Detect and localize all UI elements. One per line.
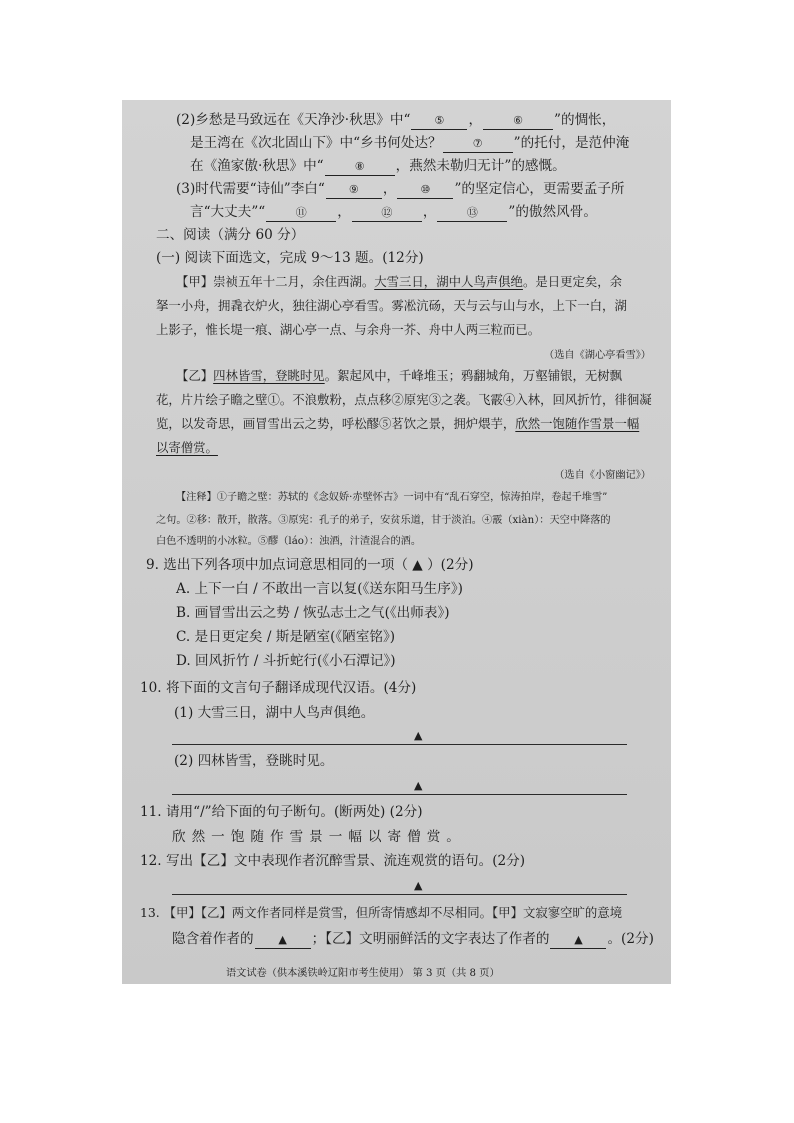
jia-line-2: 拏一小舟，拥毳衣炉火，独往湖心亭看雪。雾凇沆砀，天与云与山与水，上下一白，湖 (156, 298, 627, 313)
answer-mark: ▲ (414, 729, 423, 742)
answer-mark: ▲ (414, 779, 423, 792)
yi-line-3: 览，以发奇思，画冒雪出云之势，呼松醪⑤茗饮之景，拥炉煨芋，欣然一饱随作雪景一幅 (156, 416, 640, 431)
jia-line-3: 上影子，惟长堤一痕、湖心亭一点、与余舟一芥、舟中人两三粒而已。 (156, 322, 541, 337)
q8-line-3: 在《渔家傲·秋思》中“ ⑧ ，燕然未勒归无计”的感慨。 (190, 158, 566, 174)
q9-stem: 9. 选出下列各项中加点词意思相同的一项（ ▲ ）(2分) (146, 557, 474, 573)
q8-line-2: 是王湾在《次北固山下》中“乡书何处达？ ⑦ ”的托付，是范仲淹 (190, 135, 630, 151)
exam-page (122, 100, 671, 984)
blank-13[interactable]: ⑬ (437, 205, 507, 222)
q12-answer-line[interactable] (172, 894, 627, 895)
q9-option-a[interactable]: A. 上下一白 / 不敢出一言以复(《送东阳马生序》) (176, 581, 463, 597)
blank-6[interactable]: ⑥ (483, 113, 553, 130)
jia-line-1: 【甲】崇祯五年十二月，余住西湖。大雪三日，湖中人鸟声俱绝。是日更定矣，余 (176, 274, 623, 289)
blank-7[interactable]: ⑦ (443, 136, 513, 153)
q9-option-b[interactable]: B. 画冒雪出云之势 / 恢弘志士之气(《出师表》) (176, 605, 450, 621)
q12-stem: 12. 写出【乙】文中表现作者沉醉雪景、流连观赏的语句。(2分) (140, 853, 526, 869)
yi-line-4: 以寄僧赏。 (156, 440, 218, 455)
q11-stem: 11. 请用“/”给下面的句子断句。(断两处) (2分) (140, 804, 423, 820)
blank-11[interactable]: ⑪ (266, 205, 336, 222)
yi-line-1: 【乙】四林皆雪，登眺时见。絮起风中，千峰堆玉；鸦翻城角，万壑铺银，无树飘 (176, 368, 623, 383)
q8-line-5: 言“大丈夫”“ ⑪ ， ⑫ ， ⑬ ”的傲然风骨。 (190, 204, 597, 220)
section-2-title: 二、阅读（满分 60 分） (156, 227, 305, 243)
part-1-title: (一) 阅读下面选文，完成 9～13 题。(12分) (156, 250, 424, 266)
q13-blank-2[interactable]: ▲ (550, 932, 606, 949)
q9-option-c[interactable]: C. 是日更定矣 / 斯是陋室(《陋室铭》) (176, 629, 396, 645)
yi-line-2: 花，片片绘子瞻之壁①。不浪敷粉，点点移②原宪③之袭。飞霰④入林，回风折竹，徘徊凝 (156, 392, 652, 407)
q13-line-1: 13. 【甲】【乙】两文作者同样是赏雪，但所寄情感却不尽相同。【甲】文寂寥空旷的意境 (140, 905, 623, 920)
q10-answer-line-2[interactable] (172, 794, 627, 795)
notes-line-1: 【注释】①子瞻之壁：苏轼的《念奴娇·赤壁怀古》一词中有“乱石穿空，惊涛拍岸，卷起千堆雪” (176, 492, 608, 503)
page-footer: 语文试卷（供本溪铁岭辽阳市考生使用） 第 3 页（共 8 页） (226, 968, 500, 979)
q9-option-d[interactable]: D. 回风折竹 / 斗折蛇行(《小石潭记》) (176, 653, 396, 669)
blank-9[interactable]: ⑨ (326, 182, 382, 199)
blank-8[interactable]: ⑧ (325, 159, 395, 176)
q10-stem: 10. 将下面的文言句子翻译成现代汉语。(4分) (140, 680, 417, 696)
q8-line-1: (2)乡愁是马致远在《天净沙·秋思》中“ ⑤ ， ⑥ ”的惆怅， (176, 112, 616, 128)
blank-12[interactable]: ⑫ (352, 205, 422, 222)
notes-line-3: 白色不透明的小冰粒。⑤醪（láo）：浊酒，汁渣混合的酒。 (156, 536, 422, 547)
blank-10[interactable]: ⑩ (397, 182, 453, 199)
q13-blank-1[interactable]: ▲ (255, 932, 311, 949)
q10-sentence-2: (2) 四林皆雪，登眺时见。 (174, 753, 334, 769)
jia-source: （选自《湖心亭看雪》） (544, 350, 651, 361)
yi-source: （选自《小窗幽记》） (554, 470, 651, 481)
blank-5[interactable]: ⑤ (411, 113, 467, 130)
q13-line-2: 隐含着作者的 ▲ ；【乙】文明丽鲜活的文字表达了作者的 ▲ 。(2分) (172, 931, 654, 947)
q10-sentence-1: (1) 大雪三日，湖中人鸟声俱绝。 (174, 705, 375, 721)
q11-sentence[interactable]: 欣然一饱随作雪景一幅以寄僧赏。 (172, 829, 466, 845)
q10-answer-line-1[interactable] (172, 744, 627, 745)
notes-line-2: 之句。②移：散开，散落。③原宪：孔子的弟子，安贫乐道，甘于淡泊。④霰（xiàn）：天空中降落的 (156, 515, 611, 526)
answer-mark: ▲ (414, 879, 423, 892)
q8-line-4: (3)时代需要“诗仙”李白“ ⑨ ， ⑩ ”的坚定信心，更需要孟子所 (176, 181, 625, 197)
